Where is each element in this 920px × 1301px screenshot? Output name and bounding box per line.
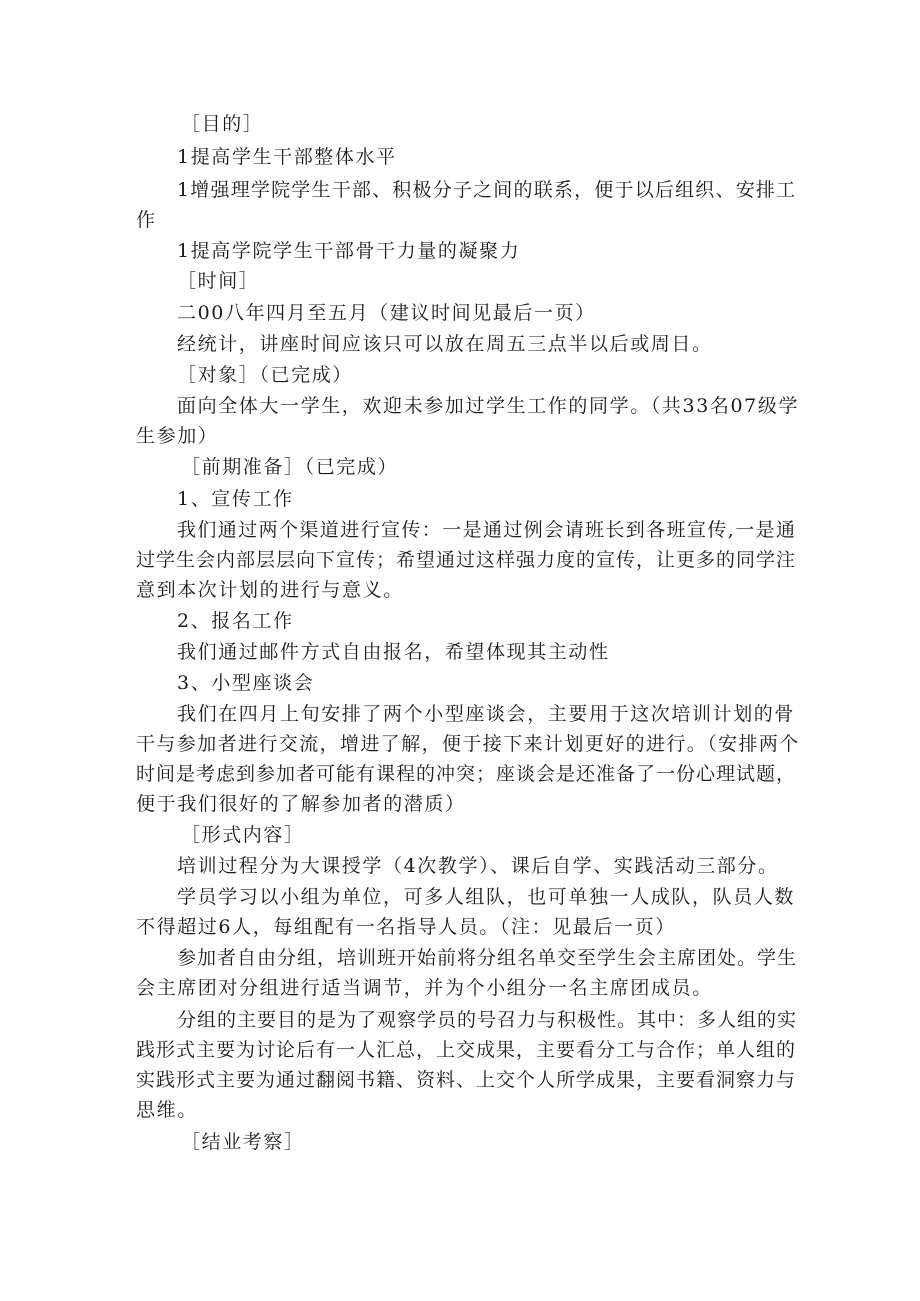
heading-completion: ［结业考察］ [181, 1131, 305, 1153]
paragraph: 我们在四月上旬安排了两个小型座谈会，主要用于这次培训计划的骨 [177, 703, 796, 725]
paragraph-continuation: 时间是考虑到参加者可能有课程的冲突；座谈会是还准备了一份心理试题， [136, 763, 797, 785]
subheading: 2、报名工作 [177, 610, 294, 632]
paragraph-continuation: 不得超过6人，每组配有一名指导人员。（注：见最后一页） [136, 916, 676, 938]
paragraph: 我们通过两个渠道进行宣传：一是通过例会请班长到各班宣传,一是通 [177, 519, 797, 541]
paragraph: 二00八年四月至五月（建议时间见最后一页） [177, 302, 596, 324]
paragraph-continuation: 干与参加者进行交流，增进了解，便于接下来计划更好的进行。（安排两个 [136, 733, 800, 755]
paragraph: 经统计，讲座时间应该只可以放在周五三点半以后或周日。 [177, 333, 713, 355]
paragraph: 培训过程分为大课授学（4次教学）、课后自学、实践活动三部分。 [177, 855, 779, 877]
paragraph: 1提高学院学生干部骨干力量的凝聚力 [177, 240, 521, 262]
paragraph-continuation: 便于我们很好的了解参加者的潜质） [136, 793, 466, 815]
paragraph: 1提高学生干部整体水平 [177, 146, 397, 168]
subheading: 1、宣传工作 [177, 488, 294, 510]
paragraph: 学员学习以小组为单位，可多人组队，也可单独一人成队，队员人数 [177, 886, 796, 908]
subheading: 3、小型座谈会 [177, 672, 315, 694]
heading-format: ［形式内容］ [181, 824, 305, 846]
paragraph: 1增强理学院学生干部、积极分子之间的联系，便于以后组织、安排工 [177, 179, 797, 201]
paragraph-continuation: 生参加） [136, 425, 219, 447]
paragraph-continuation: 意到本次计划的进行与意义。 [136, 579, 404, 601]
heading-time: ［时间］ [177, 270, 260, 292]
paragraph: 分组的主要目的是为了观察学员的号召力与积极性。其中：多人组的实 [177, 1009, 798, 1031]
heading-purpose: ［目的］ [181, 113, 264, 135]
paragraph: 参加者自由分组，培训班开始前将分组名单交至学生会主席团处。学生 [177, 947, 798, 969]
heading-audience: ［对象］（已完成） [177, 364, 353, 386]
paragraph-continuation: 践形式主要为讨论后有一人汇总，上交成果，主要看分工与合作；单人组的 [136, 1039, 797, 1061]
paragraph-continuation: 实践形式主要为通过翻阅书籍、资料、上交个人所学成果，主要看洞察力与 [136, 1069, 797, 1091]
paragraph-continuation: 会主席团对分组进行适当调节，并为个小组分一名主席团成员。 [136, 977, 713, 999]
paragraph: 我们通过邮件方式自由报名，希望体现其主动性 [177, 641, 610, 663]
paragraph-continuation: 思维。 [136, 1099, 198, 1121]
paragraph-continuation: 作 [136, 209, 157, 231]
heading-preparation: ［前期准备］（已完成） [181, 456, 399, 478]
paragraph: 面向全体大一学生，欢迎未参加过学生工作的同学。（共33名07级学 [177, 395, 800, 417]
paragraph-continuation: 过学生会内部层层向下宣传；希望通过这样强力度的宣传，让更多的同学注 [136, 549, 797, 571]
